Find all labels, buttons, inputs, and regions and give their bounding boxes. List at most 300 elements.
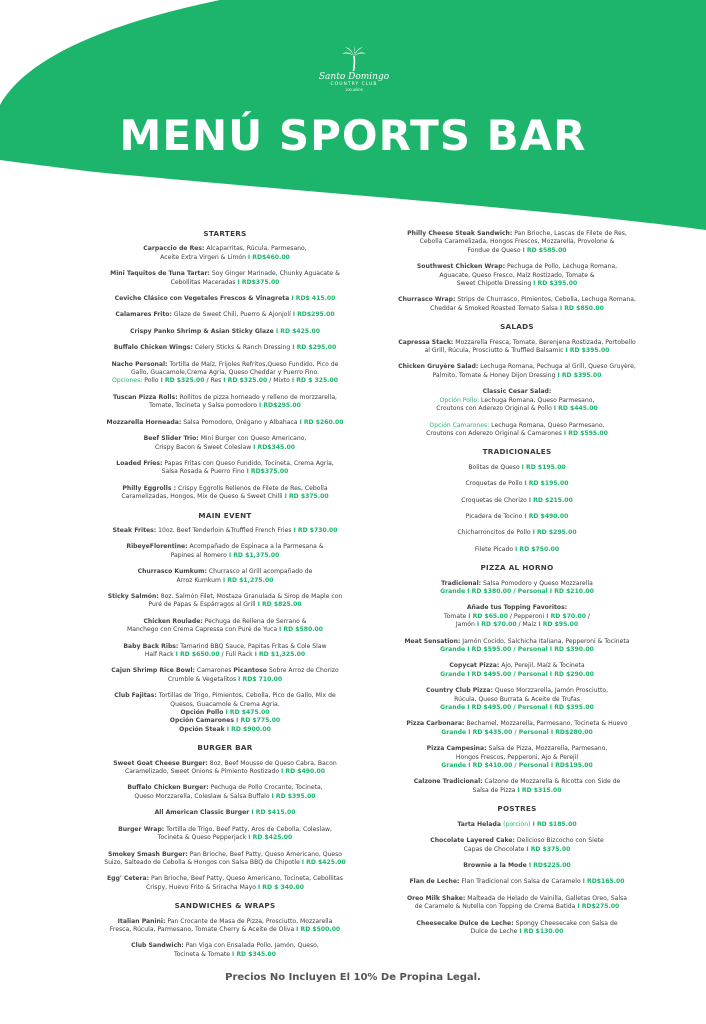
menu-item-line: [100, 394, 350, 402]
item-text: Cebollitas Maceradas: [170, 278, 238, 286]
item-text: / Full Rack: [219, 651, 255, 658]
item-name: Buffalo Chicken Wings:: [113, 344, 193, 352]
menu-item: [100, 760, 350, 777]
item-text: 8oz. Salmón Filet, Mostaza Granulada & Sirop de Maple con: [158, 592, 343, 600]
menu-item-line: [390, 638, 644, 646]
price: I RD $260.00: [299, 418, 344, 426]
menu-item: [100, 643, 350, 660]
item-text: Pan Viga con Ensalada Pollo, Jamón, Queso,: [183, 942, 319, 950]
item-text: Picadera de Tocino: [465, 512, 525, 520]
menu-item-line: [100, 667, 350, 675]
price: Grande I RD $410.00 / Personal I RD$195.00: [441, 762, 593, 770]
item-text: Palmito, Tomate & Honey Dijon Dressing: [432, 371, 558, 379]
section-title: POSTRES: [497, 804, 537, 814]
menu-item-line: [390, 513, 644, 521]
item-name: Ceviche Clásico con Vegetales Frescos & Vinagreta: [114, 295, 290, 303]
item-text: Salsa de Pizza, Mozzarella, Parmesano,: [486, 745, 608, 753]
menu-item: [390, 895, 644, 912]
menu-item-line: [390, 745, 644, 753]
menu-item-line: [390, 347, 644, 355]
item-name: Pizza Carbonara:: [406, 720, 465, 728]
item-text: Churrasco al Grill acompañado de: [206, 568, 313, 576]
menu-item-line: [100, 859, 350, 867]
item-text: Rollitos de pizza horneado y relleno de morzzarella,: [177, 393, 337, 401]
price: I RD $65.00: [468, 612, 508, 620]
menu-item-line: [100, 279, 350, 287]
menu-item-line: [390, 529, 644, 537]
price: I RD$225.00: [528, 861, 571, 869]
item-text: Queso Morzzarella, Coleslaw & Salsa Buffalo: [134, 792, 272, 800]
item-text: Mozzarella Fresca, Tomate, Berenjena Rostizada, Portobello: [453, 338, 636, 346]
menu-item-line: [390, 662, 644, 670]
menu-item: [390, 263, 644, 288]
item-text: Pan Brioche, Beef Patty, Queso Americano, Tocineta, Cebollitas: [149, 875, 343, 883]
item-text: Half Rack: [144, 651, 176, 658]
section-title: TRADICIONALES: [482, 447, 552, 457]
menu-item-line: [100, 270, 350, 278]
price: I RD $415.00: [249, 809, 296, 817]
menu-item-line: [390, 862, 644, 870]
price: I RD $500.00: [296, 925, 341, 933]
menu-item-line: [390, 837, 644, 845]
menu-item-line: [390, 903, 644, 911]
item-text: Pollo: [142, 377, 161, 385]
item-name: Capressa Stack:: [398, 338, 454, 346]
price: I RD $395.00: [565, 347, 610, 355]
logo-club: COUNTRY CLUB: [330, 82, 378, 87]
price: I RD $395.00: [557, 371, 602, 379]
price: I RD $580.00: [279, 626, 324, 634]
item-text: Tamarind BBQ Sauce, Papitas Fritas & Cole Slaw: [178, 642, 327, 650]
menu-item-line: [100, 692, 350, 700]
price: I RD $295.00: [292, 344, 337, 352]
price: I RD$375.00: [237, 278, 280, 286]
menu-item-line: [100, 651, 350, 659]
item-text: Cheddar & Smoked Roasted Tomato Salsa: [430, 304, 560, 312]
item-name: Philly Eggrolls :: [122, 484, 177, 492]
price: I RD$375.00: [246, 468, 289, 476]
menu-item-line: [390, 272, 644, 280]
menu-item-line: [390, 720, 644, 728]
menu-item-line: [100, 369, 350, 377]
menu-item-line: [100, 577, 350, 585]
item-text: Croquetas de Chorizo: [461, 496, 529, 504]
menu-item: [390, 480, 644, 488]
price: I RD $375.00: [284, 493, 329, 501]
item-name: Añade tus Topping Favoritos:: [466, 604, 568, 612]
item-name: Cajun Shrimp Rice Bowl:: [111, 667, 195, 675]
menu-item-line: [100, 918, 350, 926]
item-text: Opciones:: [112, 377, 143, 385]
menu-item: [100, 784, 350, 801]
item-name: Steak Frites:: [112, 526, 157, 534]
menu-item-line: [100, 311, 350, 319]
menu-item-line: [100, 834, 350, 842]
item-name: Sticky Salmón:: [107, 592, 159, 600]
menu-item-line: [100, 485, 350, 493]
item-name: Pizza Campesina:: [426, 745, 487, 753]
price: I RD $730.00: [293, 526, 338, 534]
menu-item: [390, 464, 644, 472]
section-title: MAIN EVENT: [198, 510, 252, 520]
price: I RD $850.00: [559, 304, 604, 312]
item-text: Aceite Extra Virgen & Limón: [160, 253, 248, 261]
price: I RD$165.00: [582, 878, 625, 886]
item-text: Tocineta & Queso Pepperjack: [157, 834, 249, 842]
menu-item-line: [100, 568, 350, 576]
menu-item-line: [390, 588, 644, 596]
item-text: Bechamel, Mozzarella, Parmesano, Tocineta & Huevo: [464, 720, 628, 728]
item-text: Delicioso Bizcocho con Siete: [515, 837, 604, 845]
menu-item-line: [100, 527, 350, 535]
section-title: SANDWICHES & WRAPS: [174, 901, 276, 911]
menu-item: [100, 270, 350, 287]
item-name: Mini Taquitos de Tuna Tartar:: [110, 270, 210, 278]
item-text: Suizo, Salteado de Cebolla & Hongos con Salsa BBQ de Chipotle: [104, 858, 302, 866]
item-name: Flan de Leche:: [409, 878, 460, 886]
menu-item: [100, 435, 350, 452]
price: I RD$ 710.00: [238, 675, 283, 683]
menu-item-line: [100, 793, 350, 801]
item-text: Sweet Chipotle Dressing: [456, 280, 534, 288]
price: I RD $900.00: [226, 725, 271, 733]
menu-item: [390, 745, 644, 770]
item-name: Italian Panini:: [117, 917, 166, 925]
price: I RD $395.00: [271, 792, 316, 800]
item-text: Tomate: [444, 612, 469, 620]
item-name: Meat Sensation:: [404, 637, 461, 645]
item-text: Lechuga Romana, Queso Parmesano,: [489, 421, 605, 429]
price: I RD $70.00: [546, 612, 586, 620]
menu-item: [100, 568, 350, 585]
price: I RD $650.00: [175, 651, 220, 658]
price: Grande I RD $495.00 / Personal I RD $395.00: [440, 704, 594, 712]
price: I RD $490.00: [281, 768, 326, 776]
price: I RD $325.00: [223, 377, 268, 385]
menu-item-line: [390, 263, 644, 271]
item-text: Pechuga de Pollo Crocante, Tocineta,: [208, 784, 323, 792]
price: I RD $325.00: [160, 377, 205, 385]
item-text: Arroz Kumkum: [176, 576, 223, 584]
price: I RD $1,275.00: [222, 576, 274, 584]
item-text: Opción Pollo:: [439, 396, 480, 404]
item-text: Salsa Pomodoro y Queso Mozzarella: [481, 579, 593, 587]
menu-item-line: [100, 552, 350, 560]
price: I RD $95.00: [538, 621, 579, 629]
menu-item: [100, 394, 350, 411]
price: I RD $425.00: [248, 834, 293, 842]
price: I RD $425.00: [273, 327, 320, 335]
price: I RD $445.00: [553, 405, 598, 413]
menu-item: [390, 920, 644, 937]
menu-item-line: [100, 942, 350, 950]
item-name: Mozzarella Horneada:: [106, 418, 182, 426]
item-text: Filete Picado: [474, 545, 516, 553]
item-text: Salsa Pomodoro, Orégano y Albahaca: [181, 418, 300, 426]
item-name: Classic Cesar Salad:: [482, 388, 552, 396]
menu-item-line: [100, 726, 350, 734]
item-text: Bolitas de Queso: [468, 463, 522, 471]
menu-item-line: [100, 402, 350, 410]
item-name: Tradicional:: [441, 579, 482, 587]
item-text: Crumble & Vegetalitos: [167, 675, 239, 683]
menu-item-line: [100, 618, 350, 626]
menu-item: [390, 422, 644, 439]
menu-item: [390, 339, 644, 356]
item-text: Jamón Cocido, Salchicha Italiana, Pepperoni & Tocineta: [460, 637, 630, 645]
menu-item-line: [390, 497, 644, 505]
menu-item: [100, 328, 350, 336]
price: I RD $595.00: [563, 429, 608, 437]
menu-item-line: [390, 480, 644, 488]
item-text: Cebolla Caramelizada, Hongos Frescos, Mozzarella, Provolone &: [419, 238, 615, 246]
menu-item-line: [100, 717, 350, 725]
price: I RD $585.00: [522, 246, 567, 254]
price: I RD$345.00: [253, 443, 296, 451]
menu-item: [390, 513, 644, 521]
menu-item: [100, 344, 350, 352]
menu-column-right: [390, 230, 644, 946]
item-name: Beef Slider Trio:: [143, 435, 199, 443]
price: Grande I RD $435.00 / Personal I RD$280.00: [441, 728, 593, 736]
menu-item-line: [100, 295, 350, 303]
price: I RD $295.00: [532, 529, 577, 537]
item-name: Churrasco Wrap:: [398, 296, 456, 304]
item-text: Pan Brioche, Beef Patty, Queso Americano, Queso: [187, 850, 343, 858]
item-name: Buffalo Chicken Burger:: [127, 784, 209, 792]
item-text: Spongy Cheesecake con Salsa de: [513, 919, 618, 927]
menu-item: [390, 580, 644, 597]
menu-item-line: [100, 245, 350, 253]
price: I RD $475.00: [225, 709, 270, 717]
price: I RD $70.00: [476, 621, 517, 629]
menu-item-line: [100, 543, 350, 551]
item-text: Lechuga Romana, Queso Parmesano,: [479, 396, 595, 404]
menu-item-line: [390, 878, 644, 886]
menu-item: [100, 460, 350, 477]
item-text: Acompañado de Espinaca a la Parmesana &: [187, 543, 324, 551]
item-name: All American Classic Burger: [154, 809, 250, 817]
menu-item: [100, 543, 350, 560]
price: I RD $1,375.00: [228, 551, 280, 559]
item-text: Pan Crocante de Masa de Pizza, Prosciutto, Mozzarella: [165, 917, 333, 925]
item-text: Caramelizadas, Hongos, Mix de Queso & Sweet Chilli: [121, 493, 285, 501]
menu-item-line: [100, 951, 350, 959]
item-text: Tortilla de Trigo, Beef Patty, Aros de Cebolla, Coleslaw,: [164, 825, 332, 833]
section-title: BURGER BAR: [197, 743, 253, 753]
item-name: Club Fajitas:: [114, 692, 157, 700]
menu-item-line: [390, 895, 644, 903]
price: I RD $825.00: [257, 601, 302, 609]
menu-title: MENÚ SPORTS BAR: [119, 111, 587, 160]
item-text: Fresca, Rúcula, Parmesano, Tomate Cherry & Aceite de Oliva: [109, 925, 297, 933]
menu-item-line: [100, 643, 350, 651]
item-name: Egg' Cetera:: [107, 875, 150, 883]
menu-item: [390, 638, 644, 655]
item-text: /: [585, 612, 590, 620]
menu-item: [100, 593, 350, 610]
item-name: Tarta Helada: [457, 820, 504, 828]
item-name: Chicken Roulade:: [143, 617, 203, 625]
menu-item: [390, 546, 644, 554]
menu-item-line: [390, 704, 644, 712]
price: I RD $1,325.00: [254, 651, 306, 658]
menu-item: [390, 363, 644, 380]
menu-item: [390, 878, 644, 886]
menu-item: [100, 245, 350, 262]
menu-item-line: [390, 339, 644, 347]
menu-item-line: [390, 696, 644, 704]
item-text: Calzone de Mozzarella & Ricotta con Side de: [482, 778, 621, 786]
item-text: Sobre Arroz de Chorizo: [266, 667, 339, 675]
item-text: Crispy Eggrolls Rellenos de Filete de Res, Cebolla: [176, 484, 328, 492]
menu-item-line: [100, 884, 350, 892]
item-name: Baby Back Ribs:: [123, 642, 179, 650]
menu-item-line: [390, 920, 644, 928]
price: I RD $490.00: [524, 512, 569, 520]
menu-item: [100, 485, 350, 502]
item-name: Club Sandwich:: [131, 942, 184, 950]
menu-item-line: [100, 851, 350, 859]
menu-item-line: [100, 254, 350, 262]
price: Grande I RD $380.00 / Personal I RD $210.00: [440, 587, 594, 595]
price: I RD$460.00: [247, 253, 290, 261]
price: I RD $185.00: [530, 820, 577, 828]
menu-item-line: [390, 687, 644, 695]
item-text: Gallo, Guacamole,Crema Agria, Queso Cheddar y Puerro Fino.: [130, 369, 320, 377]
item-text: Aguacate, Queso Fresco, Maíz Rostizado, Tomate &: [439, 271, 595, 279]
menu-item-line: [390, 238, 644, 246]
menu-item-line: [390, 821, 644, 829]
menu-item-line: [390, 372, 644, 380]
item-text: 10oz. Beef Tenderloin &Truffled French Fries: [156, 526, 294, 534]
menu-item-line: [100, 344, 350, 352]
footer-note: Precios No Incluyen El 10% De Propina Legal.: [225, 972, 481, 983]
menu-item-line: [100, 328, 350, 336]
menu-item-line: [390, 363, 644, 371]
item-text: Crispy, Huevo Frito & Sriracha Mayo: [145, 883, 258, 891]
item-text: Manchego con Crema Capressa con Puré de Yuca: [126, 626, 279, 634]
menu-item: [390, 497, 644, 505]
item-text: Hongos Frescos, Pepperoni, Ajo & Perejil: [455, 753, 579, 761]
item-text: al Grill, Rúcula, Prosciutto & Truffled Balsamic: [424, 347, 566, 355]
menu-item-line: [100, 875, 350, 883]
item-text: / Mixto: [267, 377, 292, 385]
item-name: Opción Camarones: [169, 717, 237, 725]
item-text: Camarones: [195, 667, 234, 675]
item-name: Opción Steak: [179, 725, 227, 733]
menu-item-line: [100, 626, 350, 634]
menu-item: [390, 837, 644, 854]
item-name: Tuscan Pizza Rolls:: [113, 393, 178, 401]
item-name: Country Club Pizza:: [425, 687, 493, 695]
item-name: Loaded Fries:: [116, 459, 163, 467]
item-name: Nacho Personal:: [111, 360, 168, 368]
menu-item: [390, 687, 644, 712]
menu-item: [100, 918, 350, 935]
item-text: Ajo, Perejil, Maíz & Tocineta: [499, 662, 585, 670]
price: I RD$275.00: [577, 903, 620, 911]
item-text: Caramelizado, Sweet Onions & Pimiento Rostizado: [124, 768, 282, 776]
menu-item-line: [390, 778, 644, 786]
price: I RD $130.00: [519, 927, 564, 935]
menu-item: [100, 527, 350, 535]
menu-item: [100, 942, 350, 959]
item-name: Smokey Smash Burger:: [107, 850, 188, 858]
menu-item: [390, 388, 644, 413]
item-text: Papines al Romero: [170, 551, 229, 559]
item-text: Mini Burger con Queso Americano,: [198, 435, 307, 443]
menu-item-line: [100, 784, 350, 792]
menu-item-line: [390, 280, 644, 288]
menu-item-line: [100, 760, 350, 768]
menu-column-left: [100, 230, 350, 969]
item-text: Opción Camarones:: [429, 421, 490, 429]
menu-item-line: [100, 926, 350, 934]
item-text: Flan Tradicional con Salsa de Caramelo: [459, 878, 583, 886]
menu-item-line: [390, 787, 644, 795]
menu-item-line: [390, 928, 644, 936]
menu-item-line: [390, 546, 644, 554]
menu-item-line: [390, 762, 644, 770]
item-name: Calzone Tradicional:: [413, 778, 483, 786]
item-text: Pechuga de Rellena de Serrano &: [202, 617, 307, 625]
item-name: Picantoso: [233, 667, 267, 675]
menu-item: [390, 821, 644, 829]
menu-item: [100, 851, 350, 868]
price: Grande I RD $595.00 / Personal I RD $390.00: [440, 646, 594, 653]
item-name: Carpaccio de Res:: [143, 245, 205, 253]
menu-item: [390, 296, 644, 313]
item-text: Fondue de Queso: [467, 246, 523, 254]
item-name: Brownie a la Mode: [463, 861, 529, 869]
item-name: Cheesecake Dulce de Leche:: [416, 919, 514, 927]
menu-item-line: [390, 613, 644, 621]
item-text: Alcaparritas, Rúcula, Parmesano,: [204, 245, 307, 253]
menu-item: [390, 862, 644, 870]
price: I RD $ 325.00: [291, 377, 338, 385]
menu-item-line: [100, 435, 350, 443]
menu-item-line: [100, 701, 350, 709]
menu-item-line: [100, 419, 350, 427]
price: I RD $ 340.00: [257, 883, 305, 891]
menu-item-line: [100, 377, 350, 385]
menu-item-line: [100, 826, 350, 834]
menu-item: [100, 809, 350, 817]
item-name: Philly Cheese Steak Sandwich:: [407, 230, 513, 237]
item-text: Salsa de Pizza: [472, 786, 518, 794]
item-text: Tortillas de Trigo, Pimientos, Cebolla, Pico de Gallo, Mix de: [156, 692, 336, 700]
menu-item-line: [100, 468, 350, 476]
menu-item-line: [390, 397, 644, 405]
price: I RD $375.00: [526, 845, 571, 853]
price: I RD $425.00: [301, 858, 346, 866]
price: I RD $195.00: [524, 480, 569, 488]
price: I RD$295.00: [292, 311, 335, 319]
menu-item: [100, 667, 350, 684]
item-name: Churrasco Kumkum:: [137, 568, 207, 576]
item-name: Southwest Chicken Wrap:: [416, 263, 506, 271]
item-name: Calamares Frito:: [115, 311, 172, 319]
item-text: Salsa Rosada & Puerro Fino: [161, 468, 247, 476]
price: I RD $215.00: [528, 496, 573, 504]
section-title: PIZZA AL HORNO: [480, 563, 554, 573]
item-text: Malteada de Helado de Vainilla, Galletas Oreo, Salsa: [465, 894, 627, 902]
menu-item: [390, 230, 644, 255]
menu-item-line: [390, 671, 644, 679]
menu-item-line: [390, 621, 644, 629]
menu-item-line: [390, 580, 644, 588]
